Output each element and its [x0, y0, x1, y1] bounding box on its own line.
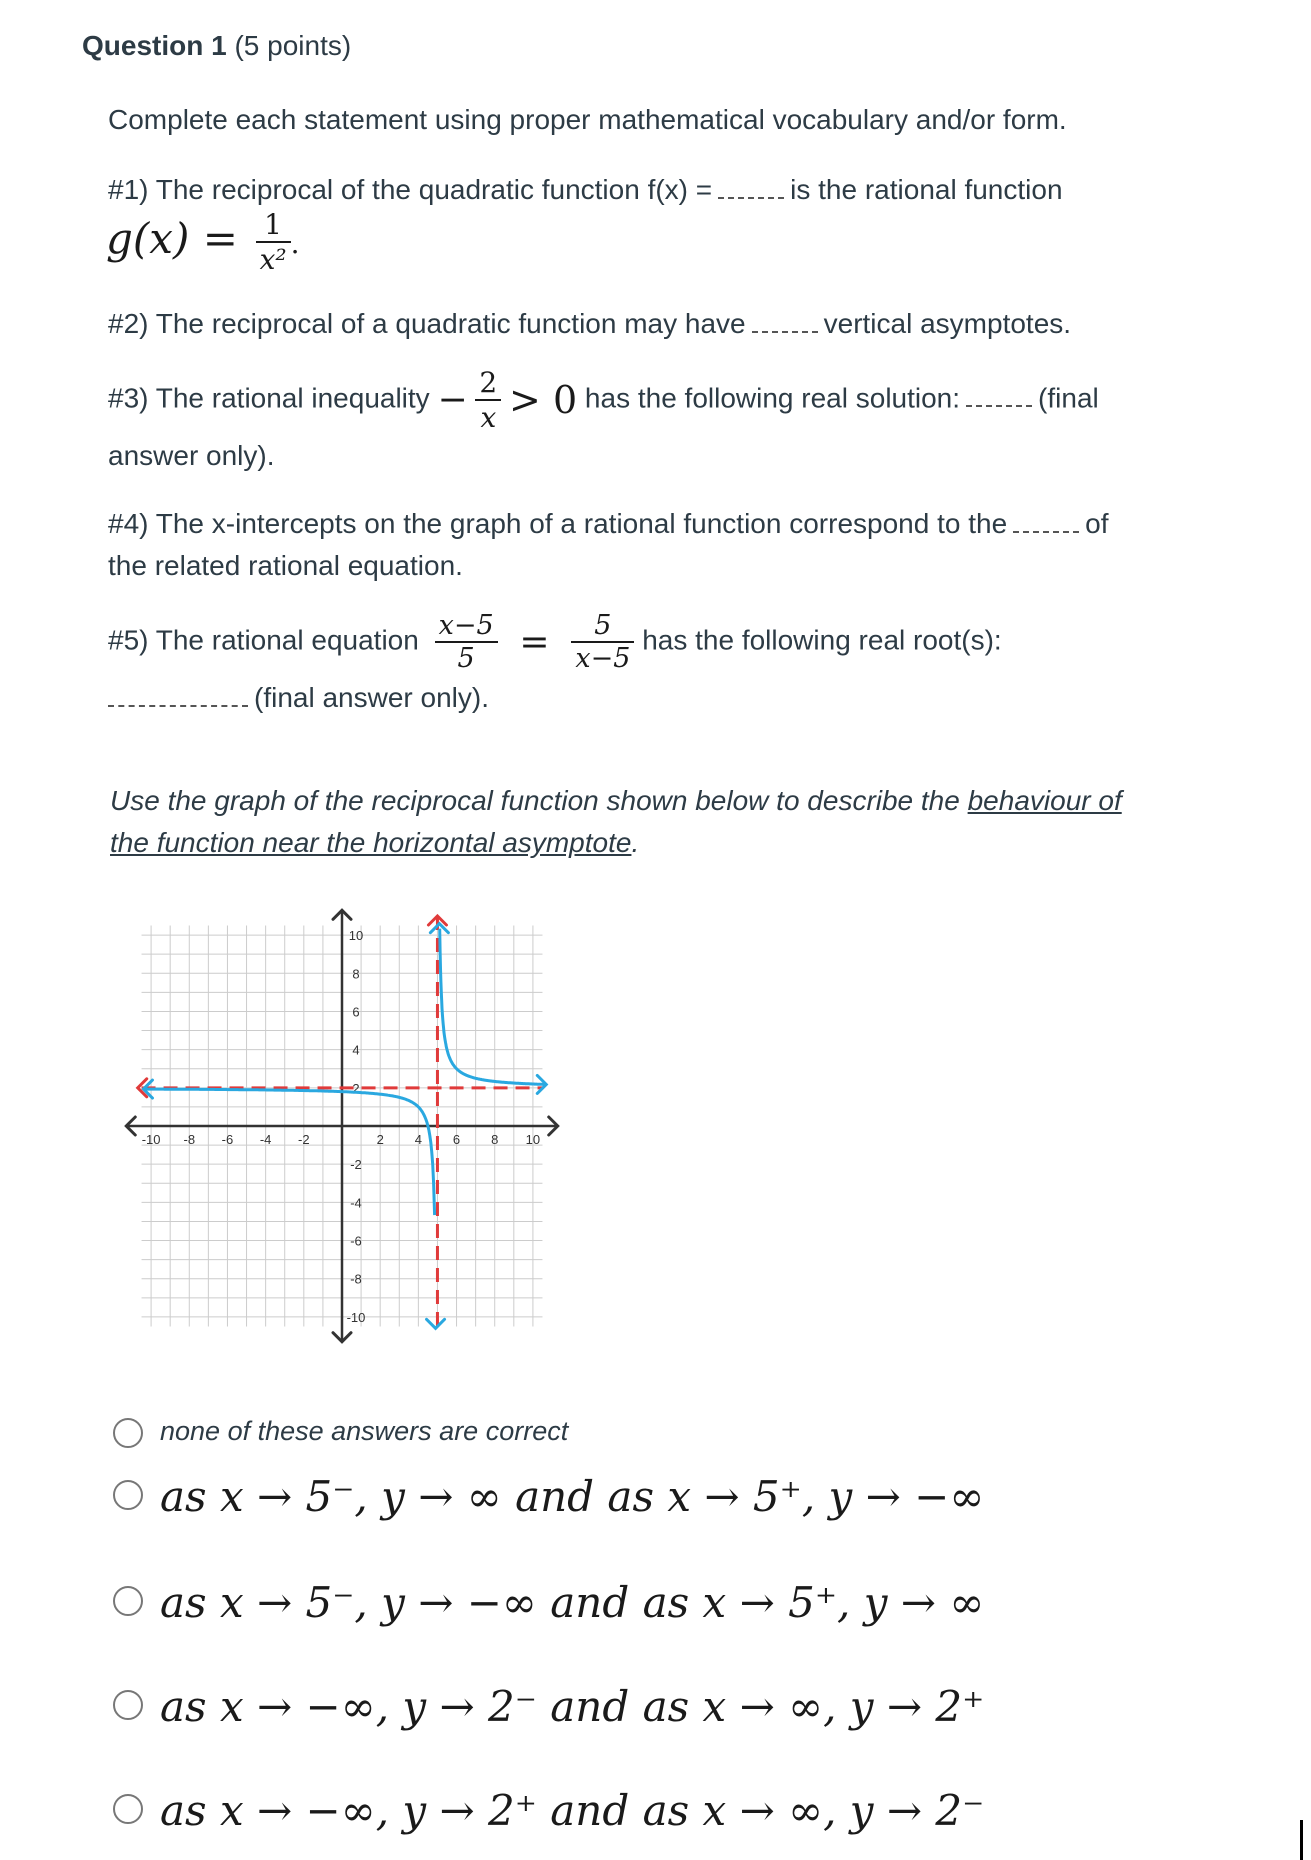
- blank-2[interactable]: [752, 311, 818, 333]
- statement-1-line2: [106, 208, 299, 276]
- x-tick-label: -6: [221, 1132, 234, 1147]
- s5-line2: (final answer only).: [254, 682, 489, 713]
- blank-3[interactable]: [966, 385, 1032, 407]
- s1-post: is the rational function: [790, 174, 1063, 205]
- s3-minus: −: [437, 379, 468, 421]
- s5-lnum: x−5: [438, 610, 494, 641]
- y-tick-label: -8: [350, 1271, 362, 1287]
- curve-down-arrow: [427, 1319, 445, 1328]
- option-3-radio[interactable]: [113, 1586, 143, 1616]
- y-tick-label: 8: [352, 966, 360, 982]
- statement-5-line2: [108, 682, 489, 714]
- option-5-text[interactable]: as x → −∞, y → 2⁺ and as x → ∞, y → 2⁻: [160, 1786, 985, 1835]
- blank-5[interactable]: [108, 685, 248, 707]
- x-tick-label: 10: [525, 1132, 541, 1147]
- s1-den: x²: [256, 241, 291, 276]
- s4-of: of: [1085, 508, 1109, 539]
- s3-fraction: [475, 366, 501, 434]
- statement-3-line1: [108, 366, 1099, 434]
- instruction-underline-2: the function near the horizontal asymptote: [110, 827, 632, 858]
- s5-right-fraction: [571, 610, 634, 674]
- intro-text: Complete each statement using proper mathematical vocabulary and/or form.: [108, 104, 1067, 135]
- s2-post: vertical asymptotes.: [823, 308, 1072, 339]
- s5-rnum: 5: [594, 610, 612, 641]
- s4-line2: the related rational equation.: [108, 550, 463, 581]
- graph-instruction: [110, 780, 1220, 864]
- s5-rden: x−5: [571, 641, 634, 674]
- s1-fraction: [256, 208, 291, 276]
- reciprocal-function-graph: [100, 880, 600, 1360]
- s5-eq: =: [519, 621, 550, 663]
- s2-pre: #2) The reciprocal of a quadratic function may have: [108, 308, 746, 339]
- s5-pre: #5) The rational equation: [108, 624, 419, 656]
- option-2-radio[interactable]: [113, 1480, 143, 1510]
- option-5-radio[interactable]: [113, 1794, 143, 1824]
- s5-left-fraction: [435, 610, 498, 674]
- question-title: Question 1: [82, 30, 227, 61]
- x-tick-label: -8: [183, 1132, 196, 1147]
- y-tick-label: -10: [346, 1309, 366, 1325]
- statement-1-line1: [108, 174, 1063, 206]
- s5-post: has the following real root(s):: [642, 624, 1002, 656]
- x-tick-label: 4: [414, 1132, 422, 1147]
- s3-post: has the following real solution:: [584, 382, 961, 414]
- option-4-radio[interactable]: [113, 1690, 143, 1720]
- x-tick-label: 2: [376, 1132, 384, 1147]
- graph-axes: [126, 910, 557, 1341]
- y-tick-label: 4: [352, 1042, 360, 1058]
- instruction-end: .: [631, 827, 640, 858]
- y-tick-label: 6: [352, 1004, 360, 1020]
- y-tick-label: -2: [350, 1157, 362, 1173]
- y-tick-label: 2: [352, 1080, 360, 1096]
- x-tick-label: -4: [259, 1132, 272, 1147]
- s4-line1: #4) The x-intercepts on the graph of a rational function correspond to the: [108, 508, 1008, 539]
- s1-pre: #1) The reciprocal of the quadratic function f(x) =: [108, 174, 713, 205]
- option-2-text[interactable]: as x → 5⁻, y → ∞ and as x → 5⁺, y → −∞: [160, 1472, 985, 1521]
- s3-den: x: [475, 399, 501, 434]
- s3-tail: (final: [1038, 382, 1099, 414]
- x-tick-label: 6: [452, 1132, 461, 1147]
- s1-end: .: [290, 227, 300, 261]
- blank-1[interactable]: [718, 177, 784, 199]
- x-tick-label: 8: [491, 1132, 499, 1147]
- statement-5-line1: [108, 610, 1002, 674]
- instruction-underline-1: behaviour of: [967, 785, 1122, 816]
- s1-g: g(x) =: [106, 214, 238, 264]
- blank-4[interactable]: [1013, 511, 1079, 533]
- x-tick-label: -2: [298, 1132, 310, 1147]
- question-points: (5 points): [234, 30, 352, 61]
- graph-asymptotes: [138, 916, 543, 1326]
- curve-right-branch: [440, 929, 545, 1085]
- statement-4-line1: [108, 508, 1109, 540]
- option-1-text[interactable]: none of these answers are correct: [160, 1416, 569, 1446]
- s3-num: 2: [479, 366, 498, 399]
- option-1-radio[interactable]: [113, 1418, 143, 1448]
- s5-lden: 5: [435, 641, 498, 674]
- s3-line2: answer only).: [108, 440, 275, 471]
- option-4-text[interactable]: as x → −∞, y → 2⁻ and as x → ∞, y → 2⁺: [160, 1682, 985, 1731]
- s3-gt: > 0: [509, 378, 578, 422]
- statement-2: [108, 308, 1071, 340]
- question-header: [82, 30, 351, 62]
- y-tick-label: -4: [350, 1195, 362, 1211]
- s1-num: 1: [264, 208, 282, 241]
- s3-pre: #3) The rational inequality: [108, 382, 430, 414]
- y-tick-label: -6: [350, 1233, 362, 1249]
- option-3-text[interactable]: as x → 5⁻, y → −∞ and as x → 5⁺, y → ∞: [160, 1578, 985, 1627]
- instruction-pre: Use the graph of the reciprocal function shown below to describe the: [110, 785, 968, 816]
- x-tick-label: -10: [141, 1132, 161, 1147]
- text-cursor: [1300, 1820, 1303, 1860]
- y-tick-label: 10: [348, 928, 364, 944]
